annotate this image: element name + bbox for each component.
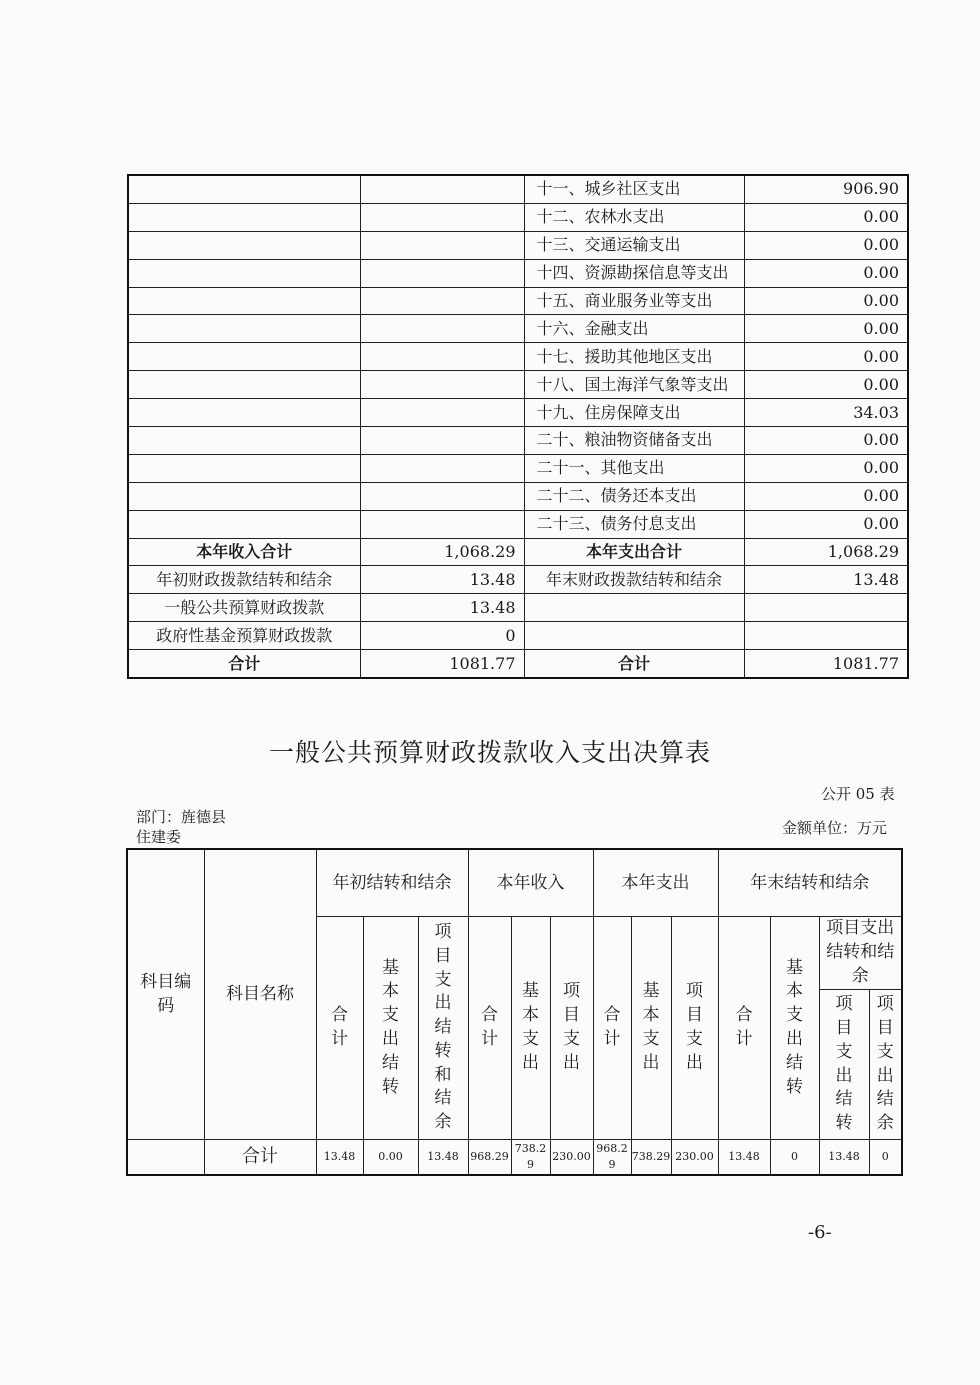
income-amount-empty	[360, 482, 524, 510]
expense-total-value: 968.29	[593, 1140, 631, 1175]
expense-item-value: 0.00	[744, 371, 908, 399]
header-begin-balance: 年初结转和结余	[316, 849, 468, 917]
expense-item-label: 十五、商业服务业等支出	[524, 287, 744, 315]
expense-item-label: 十二、农林水支出	[524, 203, 744, 231]
income-item-empty	[128, 203, 360, 231]
expense-item-label: 十七、援助其他地区支出	[524, 343, 744, 371]
expense-item-label: 十八、国土海洋气象等支出	[524, 371, 744, 399]
header-income-total: 合计	[468, 917, 511, 1140]
income-amount-empty	[360, 371, 524, 399]
empty-cell	[744, 622, 908, 650]
total-code	[127, 1140, 204, 1175]
header-end-project-carry: 项目支出结转	[819, 990, 869, 1140]
income-amount-empty	[360, 175, 524, 203]
summary-row	[128, 538, 908, 566]
income-item-empty	[128, 510, 360, 538]
expense-item-label: 十三、交通运输支出	[524, 231, 744, 259]
table-row	[128, 454, 908, 482]
grand-total-income-label: 合计	[128, 650, 360, 678]
expense-item-label: 二十一、其他支出	[524, 454, 744, 482]
page-number: -6-	[808, 1222, 832, 1243]
summary-row	[128, 622, 908, 650]
expense-item-value: 34.03	[744, 399, 908, 427]
header-end-total: 合计	[718, 917, 770, 1140]
empty-cell	[524, 594, 744, 622]
table-row	[128, 315, 908, 343]
department-label: 部门：旌德县	[136, 808, 227, 826]
table-row	[128, 371, 908, 399]
summary-row	[128, 650, 908, 678]
grand-total-income-value: 1081.77	[360, 650, 524, 678]
table-row	[128, 203, 908, 231]
income-amount-empty	[360, 287, 524, 315]
expense-project-value: 230.00	[671, 1140, 718, 1175]
header-expense-total: 合计	[593, 917, 631, 1140]
expense-item-label: 二十二、债务还本支出	[524, 482, 744, 510]
page-title: 一般公共预算财政拨款收入支出决算表	[268, 738, 711, 767]
expense-item-label: 二十、粮油物资储备支出	[524, 427, 744, 455]
expense-item-label: 十六、金融支出	[524, 315, 744, 343]
end-total-value: 13.48	[718, 1140, 770, 1175]
end-balance-label: 年末财政拨款结转和结余	[524, 566, 744, 594]
header-current-expense: 本年支出	[593, 849, 718, 917]
header-expense-project: 项目支出	[671, 917, 718, 1140]
empty-cell	[744, 594, 908, 622]
total-label: 合计	[204, 1140, 316, 1175]
income-item-empty	[128, 259, 360, 287]
header-subject-code: 科目编码	[127, 849, 204, 1140]
header-end-basic: 基本支出结转	[770, 917, 819, 1140]
begin-balance-value: 13.48	[360, 566, 524, 594]
expense-item-value: 906.90	[744, 175, 908, 203]
table-row	[128, 343, 908, 371]
header-end-balance: 年末结转和结余	[718, 849, 902, 917]
income-project-value: 230.00	[550, 1140, 593, 1175]
end-project-surplus-value: 0	[869, 1140, 902, 1175]
income-item-empty	[128, 287, 360, 315]
begin-basic-value: 0.00	[363, 1140, 418, 1175]
expense-item-label: 十一、城乡社区支出	[524, 175, 744, 203]
income-amount-empty	[360, 343, 524, 371]
expense-item-value: 0.00	[744, 482, 908, 510]
expense-item-value: 0.00	[744, 287, 908, 315]
income-amount-empty	[360, 203, 524, 231]
table-row	[128, 482, 908, 510]
general-budget-allocation-value: 13.48	[360, 594, 524, 622]
begin-balance-label: 年初财政拨款结转和结余	[128, 566, 360, 594]
expense-item-value: 0.00	[744, 510, 908, 538]
expense-item-label: 二十三、债务付息支出	[524, 510, 744, 538]
income-amount-empty	[360, 259, 524, 287]
income-amount-empty	[360, 315, 524, 343]
end-project-carry-value: 13.48	[819, 1140, 869, 1175]
end-basic-value: 0	[770, 1140, 819, 1175]
expense-item-value: 0.00	[744, 315, 908, 343]
header-begin-project: 项目支出结转和结余	[418, 917, 468, 1140]
expense-item-value: 0.00	[744, 454, 908, 482]
expense-item-label: 十九、住房保障支出	[524, 399, 744, 427]
income-item-empty	[128, 454, 360, 482]
table-row	[128, 427, 908, 455]
header-end-project-group: 项目支出结转和结余	[819, 917, 902, 990]
table-row	[128, 259, 908, 287]
income-amount-empty	[360, 231, 524, 259]
income-item-empty	[128, 231, 360, 259]
header-income-project: 项目支出	[550, 917, 593, 1140]
grand-total-expense-label: 合计	[524, 650, 744, 678]
expense-item-label: 十四、资源勘探信息等支出	[524, 259, 744, 287]
total-row	[127, 1140, 902, 1175]
header-begin-basic: 基本支出结转	[363, 917, 418, 1140]
table-row	[128, 175, 908, 203]
expense-total-label: 本年支出合计	[524, 538, 744, 566]
header-income-basic: 基本支出	[511, 917, 550, 1140]
expense-item-value: 0.00	[744, 259, 908, 287]
expense-basic-value: 738.29	[631, 1140, 671, 1175]
income-amount-empty	[360, 454, 524, 482]
income-total-label: 本年收入合计	[128, 538, 360, 566]
fund-budget-allocation-label: 政府性基金预算财政拨款	[128, 622, 360, 650]
income-amount-empty	[360, 399, 524, 427]
begin-project-value: 13.48	[418, 1140, 468, 1175]
income-item-empty	[128, 371, 360, 399]
empty-cell	[524, 622, 744, 650]
department-label-cont: 住建委	[136, 828, 182, 846]
income-amount-empty	[360, 427, 524, 455]
income-item-empty	[128, 343, 360, 371]
summary-row	[128, 566, 908, 594]
income-total-value: 968.29	[468, 1140, 511, 1175]
amount-unit: 金额单位：万元	[782, 819, 888, 837]
income-expense-summary-table	[127, 174, 909, 679]
expense-item-value: 0.00	[744, 427, 908, 455]
end-balance-value: 13.48	[744, 566, 908, 594]
expense-item-value: 0.00	[744, 203, 908, 231]
income-item-empty	[128, 399, 360, 427]
grand-total-expense-value: 1081.77	[744, 650, 908, 678]
table-row	[128, 231, 908, 259]
header-expense-basic: 基本支出	[631, 917, 671, 1140]
income-item-empty	[128, 175, 360, 203]
header-current-income: 本年收入	[468, 849, 593, 917]
income-amount-empty	[360, 510, 524, 538]
table-row	[128, 287, 908, 315]
income-basic-value: 738.29	[511, 1140, 550, 1175]
table-row	[128, 510, 908, 538]
expense-item-value: 0.00	[744, 343, 908, 371]
fund-budget-allocation-value: 0	[360, 622, 524, 650]
header-subject-name: 科目名称	[204, 849, 316, 1140]
begin-total-value: 13.48	[316, 1140, 363, 1175]
form-number: 公开 05 表	[821, 785, 895, 803]
table-row	[128, 399, 908, 427]
income-item-empty	[128, 427, 360, 455]
income-item-empty	[128, 482, 360, 510]
general-budget-allocation-label: 一般公共预算财政拨款	[128, 594, 360, 622]
general-budget-table	[126, 848, 903, 1176]
income-item-empty	[128, 315, 360, 343]
income-total-value: 1,068.29	[360, 538, 524, 566]
header-end-project-surplus: 项目支出结余	[869, 990, 902, 1140]
summary-row	[128, 594, 908, 622]
header-begin-total: 合计	[316, 917, 363, 1140]
expense-item-value: 0.00	[744, 231, 908, 259]
expense-total-value: 1,068.29	[744, 538, 908, 566]
